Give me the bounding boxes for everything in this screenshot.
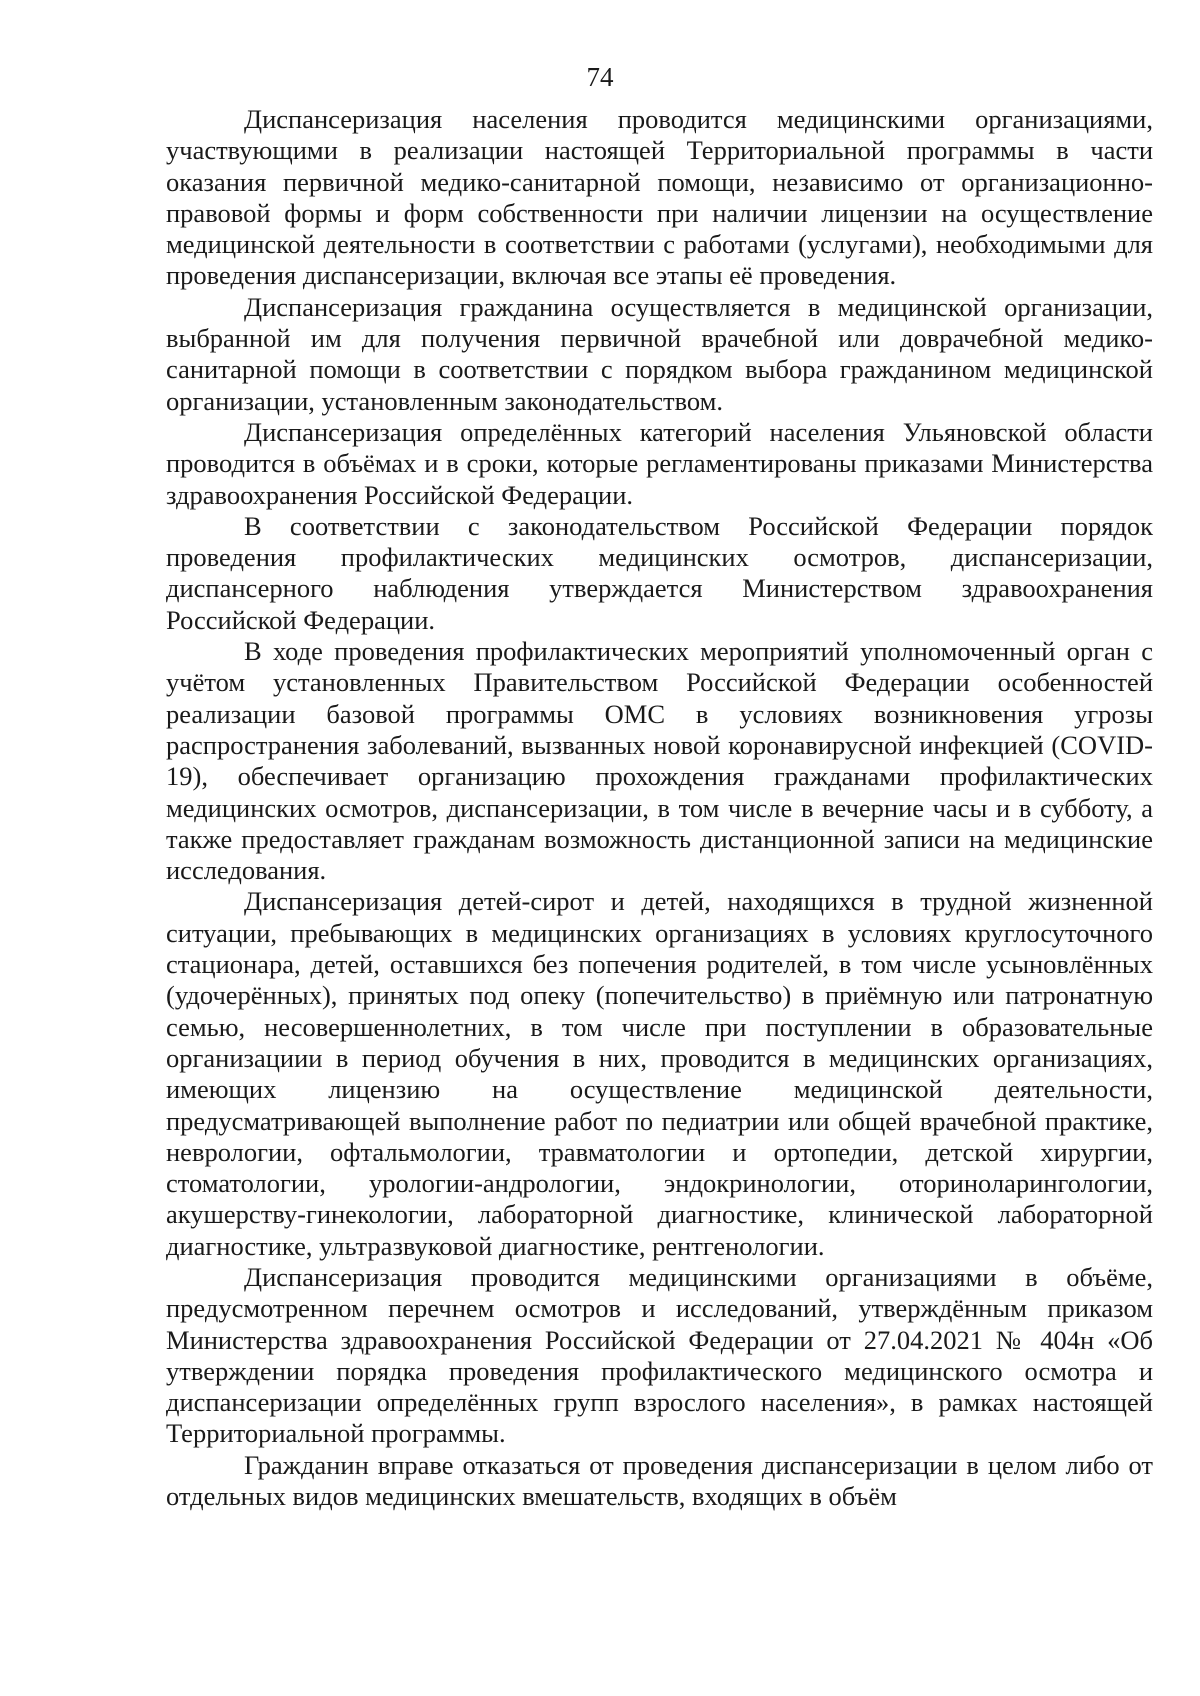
paragraph-3: Диспансеризация определённых категорий населения Ульяновской области проводится в объёмах и в сроки, которые регламентированы приказами Министерства здравоохранения Российской Федерации. — [166, 416, 1153, 510]
paragraph-1: Диспансеризация населения проводится медицинскими организациями, участвующими в реализации настоящей Территориальной программы в части оказания первичной медико-санитарной помощи, независимо от организационно-правовой формы и форм собственности при наличии лицензии на осуществление медицинской деятельности в соответствии с работами (услугами), необходимыми для проведения диспансеризации, включая все этапы её проведения. — [166, 104, 1153, 291]
paragraph-8: Гражданин вправе отказаться от проведения диспансеризации в целом либо от отдельных видов медицинских вмешательств, входящих в объём — [166, 1449, 1153, 1512]
page-number: 74 — [586, 62, 614, 92]
paragraph-4: В соответствии с законодательством Российской Федерации порядок проведения профилактических медицинских осмотров, диспансеризации, диспансерного наблюдения утверждается Министерством здравоохранения Российской Федерации. — [166, 510, 1153, 635]
paragraph-7: Диспансеризация проводится медицинскими организациями в объёме, предусмотренном перечнем осмотров и исследований, утверждённым приказом Министерства здравоохранения Российской Федерации от 27.04.2021 № 404н «Об утверждении порядка проведения профилактического медицинского осмотра и диспансеризации определённых групп взрослого населения», в рамках настоящей Территориальной программы. — [166, 1261, 1153, 1449]
paragraph-5: В ходе проведения профилактических мероприятий уполномоченный орган с учётом установленных Правительством Российской Федерации особенностей реализации базовой программы ОМС в условиях возникновения угрозы распространения заболеваний, вызванных новой коронавирусной инфекцией (COVID-19), обеспечивает организацию прохождения гражданами профилактических медицинских осмотров, диспансеризации, в том числе в вечерние часы и в субботу, а также предоставляет гражданам возможность дистанционной записи на медицинские исследования. — [166, 636, 1153, 886]
paragraph-2: Диспансеризация гражданина осуществляется в медицинской организации, выбранной им для получения первичной врачебной или доврачебной медико-санитарной помощи в соответствии с порядком выбора гражданином медицинской организации, установленным законодательством. — [166, 291, 1153, 416]
paragraph-6: Диспансеризация детей-сирот и детей, находящихся в трудной жизненной ситуации, пребывающих в медицинских организациях в условиях круглосуточного стационара, детей, оставшихся без попечения родителей, в том числе усыновлённых (удочерённых), принятых под опеку (попечительство) в приёмную или патронатную семью, несовершеннолетних, в том числе при поступлении в образовательные организациии в период обучения в них, проводится в медицинских организациях, имеющих лицензию на осуществление медицинской деятельности, предусматривающей выполнение работ по педиатрии или общей врачебной практике, неврологии, офтальмологии, травматологии и ортопедии, детской хирургии, стоматологии, урологии-андрологии, эндокринологии, оториноларингологии, акушерству-гинекологии, лабораторной диагностике, клинической лабораторной диагностике, ультразвуковой диагностике, рентгенологии. — [166, 886, 1153, 1261]
document-body — [166, 104, 1153, 1512]
